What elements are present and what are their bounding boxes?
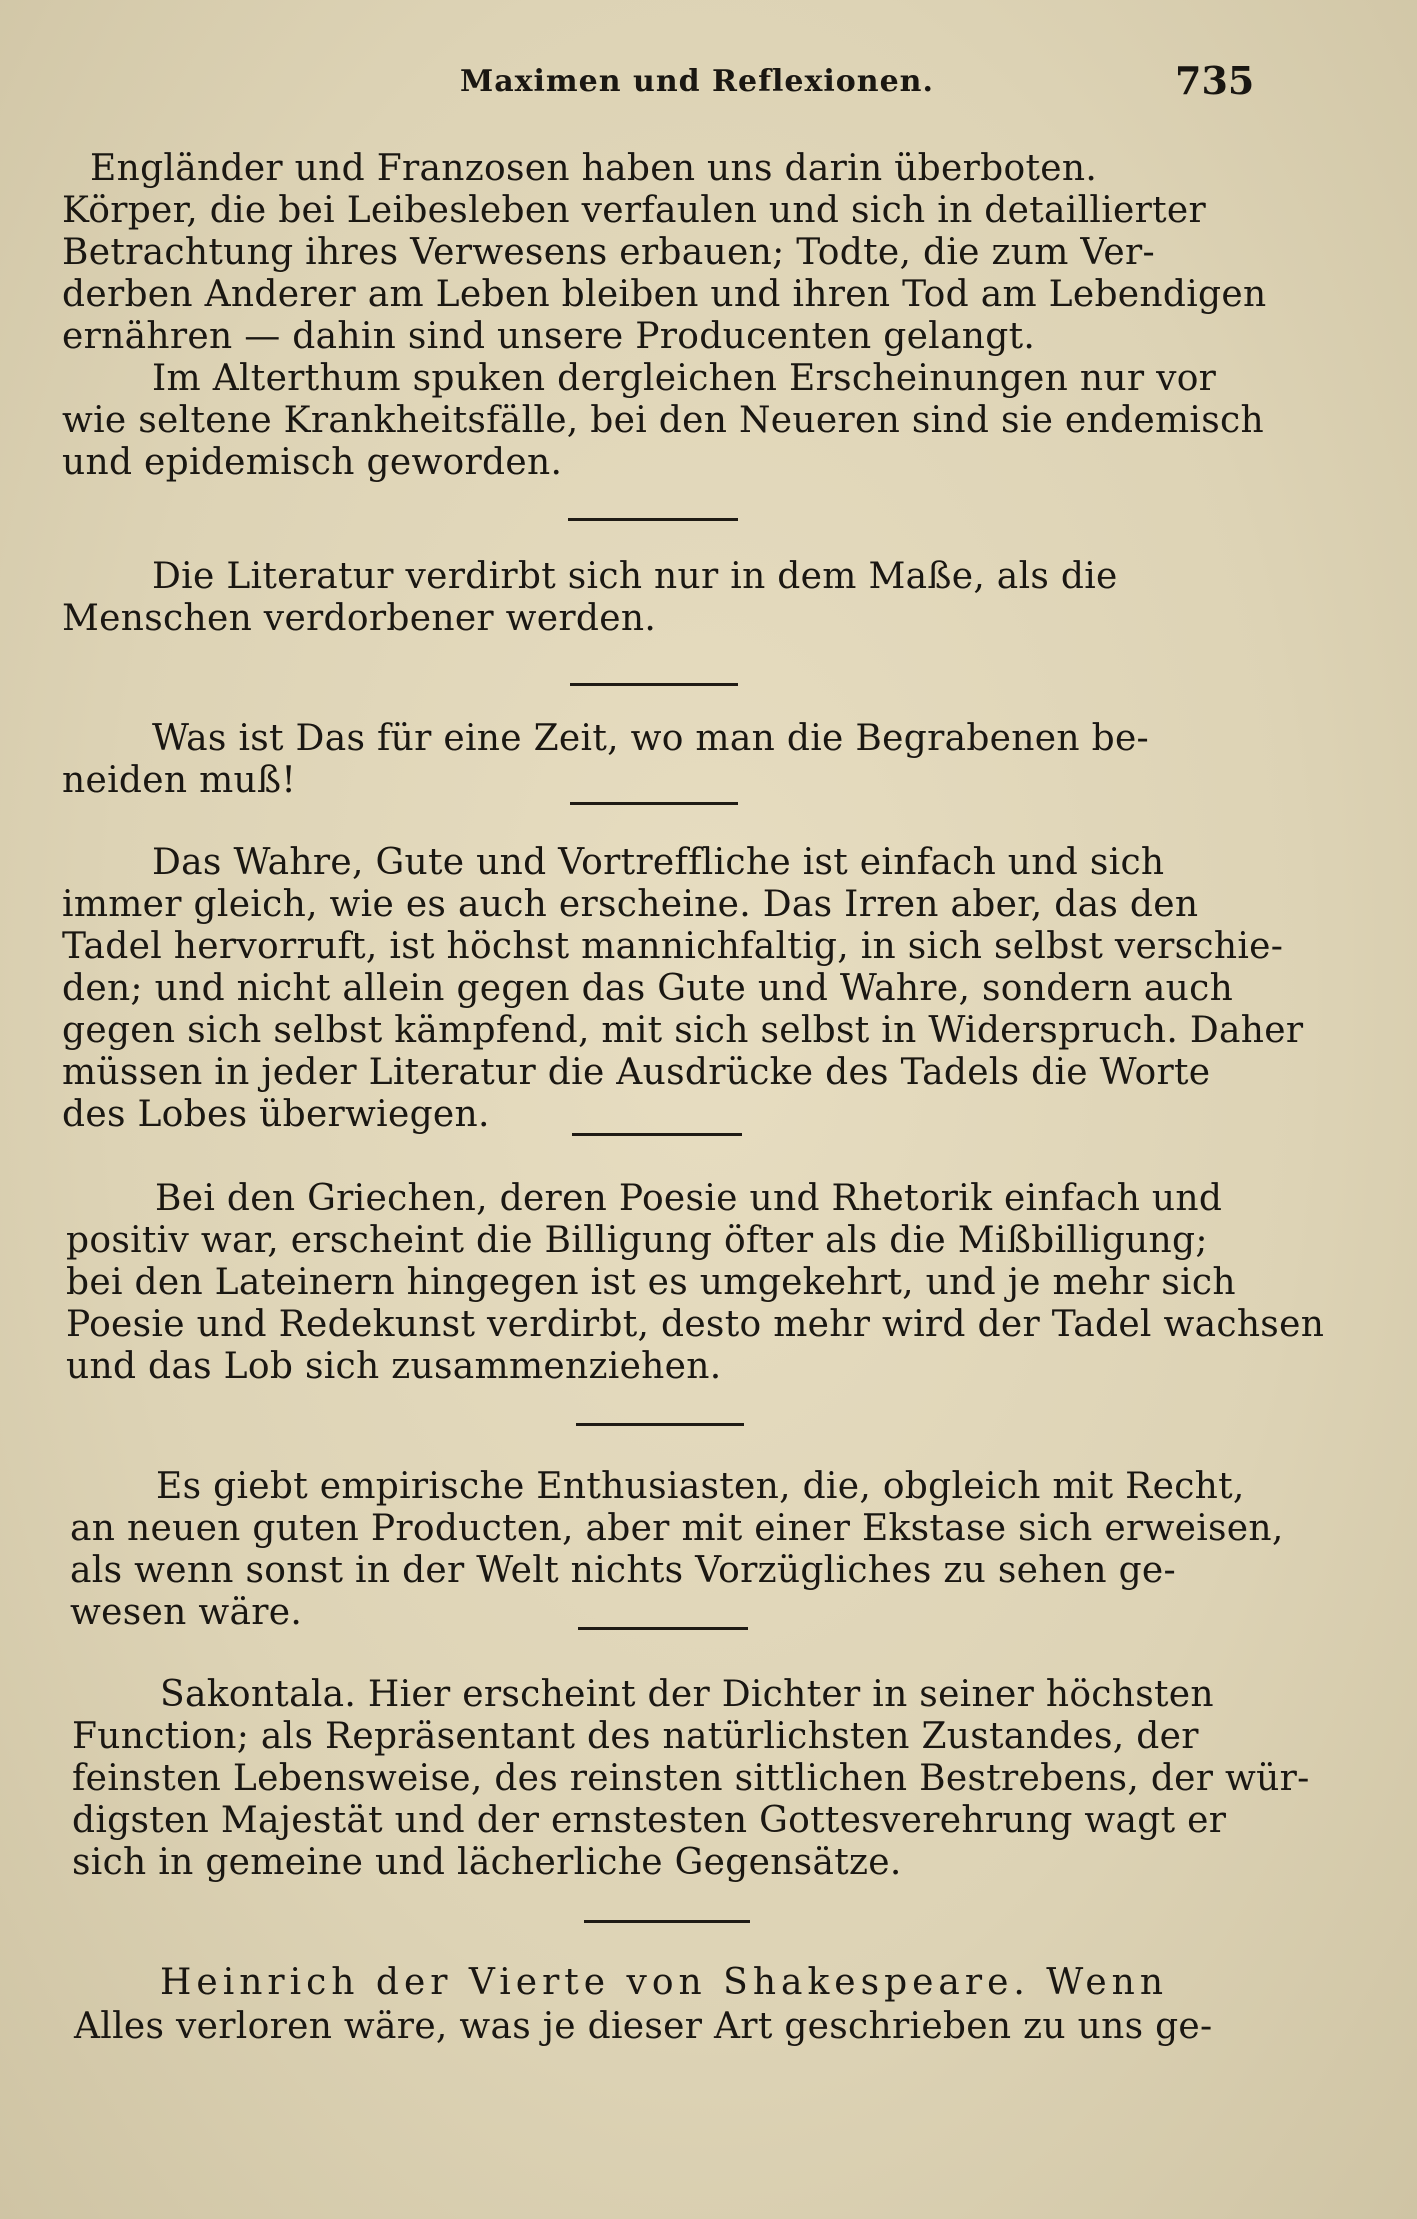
section-divider <box>570 683 738 686</box>
text-line: Es giebt empirische Enthusiasten, die, obgleich mit Recht, <box>156 1466 1245 1507</box>
text-line: an neuen guten Producten, aber mit einer Ekstase sich erweisen, <box>70 1508 1284 1549</box>
section-divider <box>570 802 738 805</box>
text-line: Bei den Griechen, deren Poesie und Rhetorik einfach und <box>155 1178 1223 1219</box>
text-line: Sakontala. Hier erscheint der Dichter in seiner höchsten <box>160 1674 1214 1715</box>
page-number: 735 <box>1175 58 1255 103</box>
section-divider <box>568 518 738 521</box>
text-line: Function; als Repräsentant des natürlichsten Zustandes, der <box>72 1716 1199 1757</box>
text-line: ernähren — dahin sind unsere Producenten gelangt. <box>62 316 1036 357</box>
text-line: neiden muß! <box>62 760 297 801</box>
text-line: bei den Lateinern hingegen ist es umgekehrt, und je mehr sich <box>66 1262 1236 1303</box>
text-line: und das Lob sich zusammenziehen. <box>66 1346 722 1387</box>
text-line: sich in gemeine und lächerliche Gegensätze. <box>72 1842 902 1883</box>
text-line: Alles verloren wäre, was je dieser Art geschrieben zu uns ge- <box>74 2006 1213 2047</box>
section-divider <box>572 1133 742 1136</box>
text-line: Was ist Das für eine Zeit, wo man die Begrabenen be- <box>152 718 1150 759</box>
text-line: immer gleich, wie es auch erscheine. Das Irren aber, das den <box>62 884 1199 925</box>
text-line: Körper, die bei Leibesleben verfaulen und sich in detaillierter <box>62 190 1207 231</box>
text-line: als wenn sonst in der Welt nichts Vorzügliches zu sehen ge- <box>70 1550 1176 1591</box>
text-line: feinsten Lebensweise, des reinsten sittlichen Bestrebens, der wür- <box>72 1758 1310 1799</box>
text-line: wesen wäre. <box>70 1592 303 1633</box>
text-line: Poesie und Redekunst verdirbt, desto mehr wird der Tadel wachsen <box>66 1304 1325 1345</box>
section-divider <box>584 1920 750 1923</box>
text-line: Betrachtung ihres Verwesens erbauen; Todte, die zum Ver- <box>62 232 1155 273</box>
text-line: Tadel hervorruft, ist höchst mannichfaltig, in sich selbst verschie- <box>62 926 1284 967</box>
section-divider <box>576 1423 744 1426</box>
text-line: Engländer und Franzosen haben uns darin überboten. <box>90 148 1098 189</box>
text-line: des Lobes überwiegen. <box>62 1094 490 1135</box>
text-line: wie seltene Krankheitsfälle, bei den Neueren sind sie endemisch <box>62 400 1264 441</box>
text-line: Das Wahre, Gute und Vortreffliche ist einfach und sich <box>152 842 1165 883</box>
text-line: derben Anderer am Leben bleiben und ihren Tod am Lebendigen <box>62 274 1267 315</box>
text-line: gegen sich selbst kämpfend, mit sich selbst in Widerspruch. Daher <box>62 1010 1304 1051</box>
text-line: positiv war, erscheint die Billigung öfter als die Mißbilligung; <box>66 1220 1208 1261</box>
text-line: Die Literatur verdirbt sich nur in dem Maße, als die <box>152 556 1118 597</box>
section-divider <box>578 1627 748 1630</box>
text-line: Im Alterthum spuken dergleichen Erscheinungen nur vor <box>152 358 1217 399</box>
running-head: Maximen und Reflexionen. <box>460 64 934 99</box>
text-line: Heinrich der Vierte von Shakespeare. Wenn <box>160 1962 1169 2003</box>
text-line: und epidemisch geworden. <box>62 442 563 483</box>
text-line: digsten Majestät und der ernstesten Gottesverehrung wagt er <box>72 1800 1227 1841</box>
text-line: Menschen verdorbener werden. <box>62 598 657 639</box>
text-line: müssen in jeder Literatur die Ausdrücke des Tadels die Worte <box>62 1052 1211 1093</box>
text-line: den; und nicht allein gegen das Gute und Wahre, sondern auch <box>62 968 1234 1009</box>
